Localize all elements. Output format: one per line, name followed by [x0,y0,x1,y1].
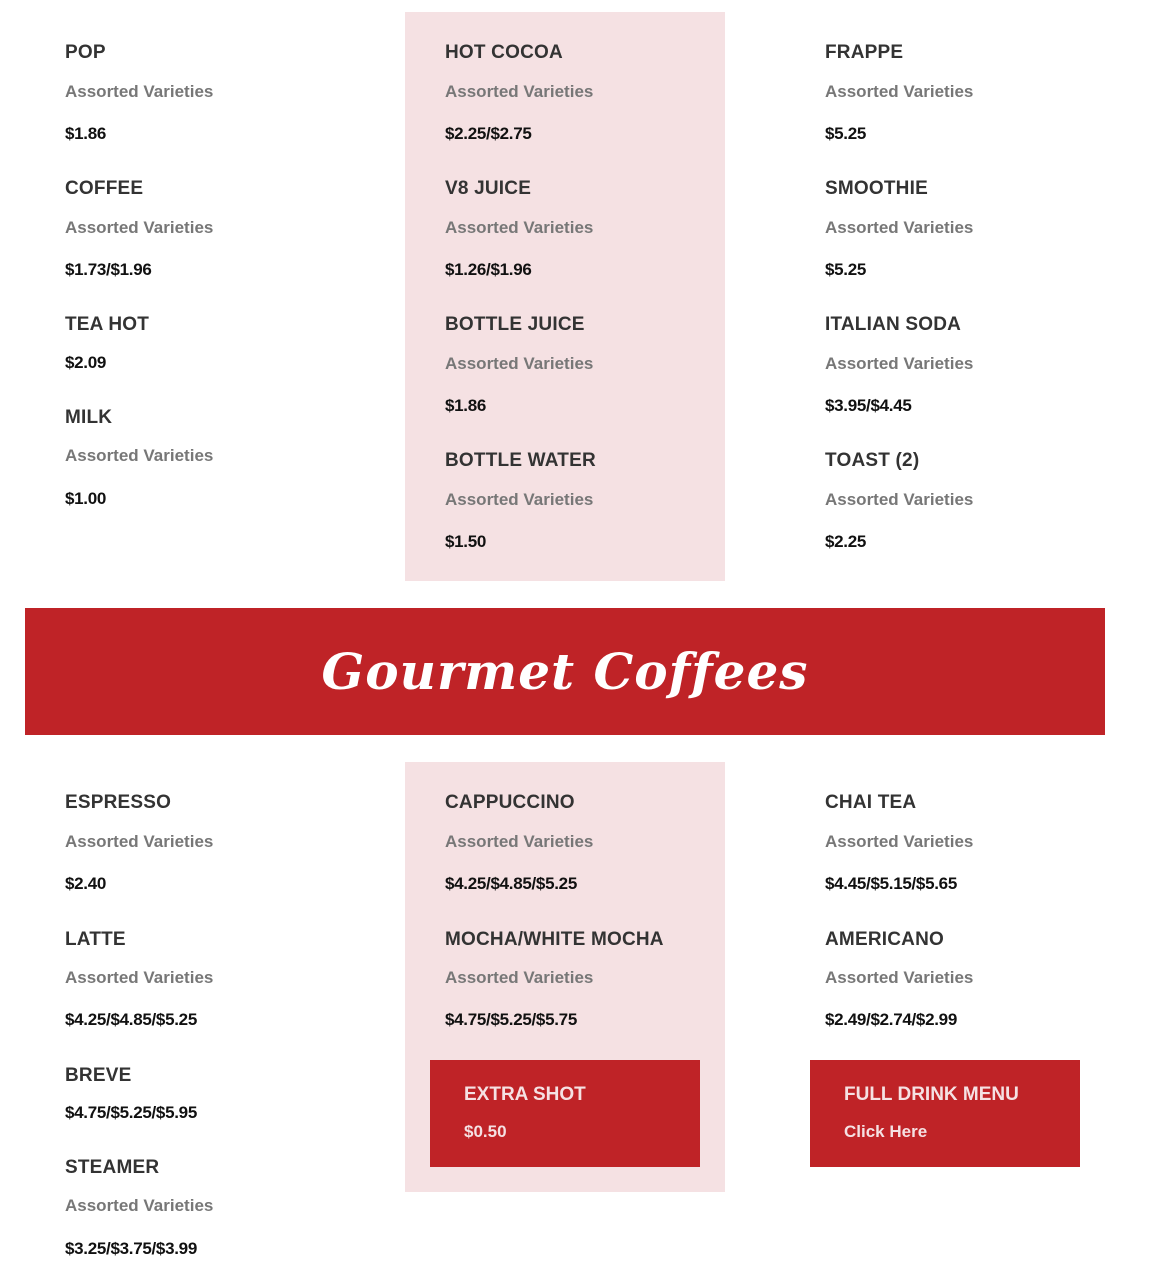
section-banner [25,608,1105,735]
item-desc: Assorted Varieties [825,82,974,101]
item-desc: Assorted Varieties [65,446,214,465]
item-price: $2.25 [825,532,867,551]
drinks-column-3 [825,12,1125,582]
item-name: AMERICANO [825,929,944,950]
full-drink-menu-label: FULL DRINK MENU [844,1084,1019,1105]
item-desc: Assorted Varieties [445,490,594,509]
item-price: $4.45/$5.15/$5.65 [825,874,957,893]
item-name: ESPRESSO [65,792,172,813]
item-name: ITALIAN SODA [825,314,962,335]
extra-shot-box [430,1060,700,1167]
item-desc: Assorted Varieties [65,218,214,237]
item-name: TEA HOT [65,314,150,335]
item-desc: Assorted Varieties [65,832,214,851]
item-price: $1.00 [65,489,107,508]
item-price: $2.40 [65,874,107,893]
item-name: FRAPPE [825,42,904,63]
item-price: $4.75/$5.25/$5.95 [65,1103,197,1122]
item-name: STEAMER [65,1157,160,1178]
item-price: $2.49/$2.74/$2.99 [825,1010,957,1029]
item-desc: Assorted Varieties [65,968,214,987]
item-desc: Assorted Varieties [825,490,974,509]
item-name: TOAST (2) [825,450,920,471]
coffees-column-1 [65,762,385,1262]
drinks-column-2 [405,12,725,581]
item-name: LATTE [65,929,126,950]
item-price: $4.25/$4.85/$5.25 [445,874,577,893]
item-desc: Assorted Varieties [445,968,594,987]
item-name: BREVE [65,1065,132,1086]
item-desc: Assorted Varieties [825,832,974,851]
item-price: $2.25/$2.75 [445,124,532,143]
item-price: $3.95/$4.45 [825,396,912,415]
item-desc: Assorted Varieties [445,354,594,373]
section-title: Gourmet Coffees [321,642,809,701]
item-desc: Assorted Varieties [825,354,974,373]
item-price: $5.25 [825,260,867,279]
item-price: $5.25 [825,124,867,143]
item-desc: Assorted Varieties [445,82,594,101]
item-name: MOCHA/WHITE MOCHA [445,929,664,950]
full-drink-menu-button[interactable] [810,1060,1080,1167]
extra-shot-price: $0.50 [464,1122,507,1141]
item-price: $3.25/$3.75/$3.99 [65,1239,197,1258]
item-price: $1.50 [445,532,487,551]
click-here-link[interactable]: Click Here [844,1122,928,1141]
item-name: CHAI TEA [825,792,917,813]
drinks-column-1 [65,12,385,582]
item-price: $1.86 [445,396,487,415]
item-price: $4.75/$5.25/$5.75 [445,1010,577,1029]
item-name: HOT COCOA [445,42,563,63]
item-desc: Assorted Varieties [65,82,214,101]
item-name: SMOOTHIE [825,178,928,199]
item-desc: Assorted Varieties [825,218,974,237]
item-desc: Assorted Varieties [825,968,974,987]
item-desc: Assorted Varieties [445,218,594,237]
item-name: BOTTLE WATER [445,450,596,471]
item-desc: Assorted Varieties [445,832,594,851]
coffees-column-2 [405,762,725,1192]
item-price: $2.09 [65,353,107,372]
item-name: V8 JUICE [445,178,532,199]
item-price: $4.25/$4.85/$5.25 [65,1010,197,1029]
item-name: POP [65,42,106,63]
item-desc: Assorted Varieties [65,1196,214,1215]
item-name: COFFEE [65,178,144,199]
extra-shot-name: EXTRA SHOT [464,1084,586,1105]
item-price: $1.26/$1.96 [445,260,532,279]
item-price: $1.73/$1.96 [65,260,152,279]
item-name: MILK [65,407,113,428]
item-name: CAPPUCCINO [445,792,575,813]
item-name: BOTTLE JUICE [445,314,585,335]
item-price: $1.86 [65,124,107,143]
